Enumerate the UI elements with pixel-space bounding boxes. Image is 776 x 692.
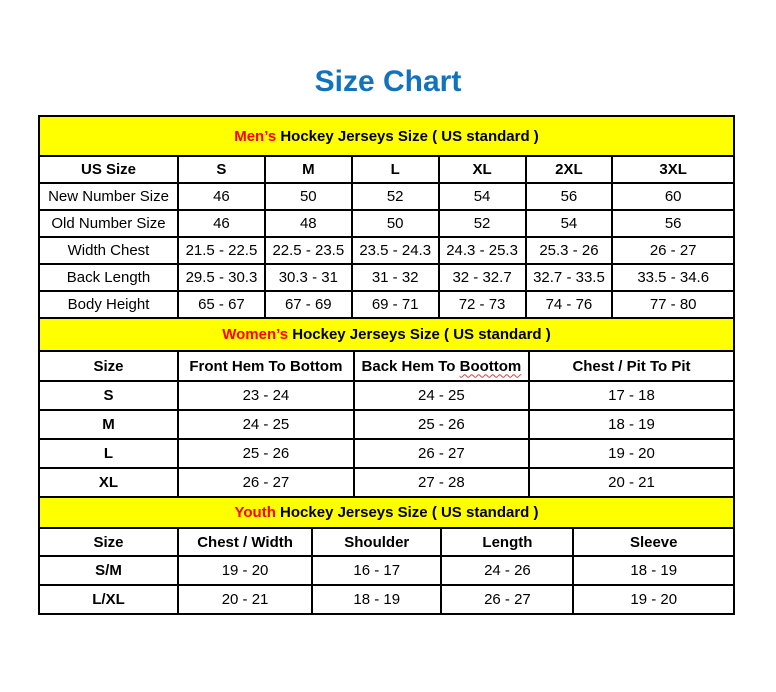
womens-banner-highlight: Women’s [222,326,289,343]
mens-value-cell: 52 [439,210,526,237]
womens-header-1: Front Hem To Bottom [178,351,354,381]
mens-row-label: Body Height [39,291,178,318]
mens-header-1: S [178,156,265,183]
youth-header-4: Sleeve [573,528,734,556]
mens-value-cell: 46 [178,210,265,237]
youth-value-cell: 26 - 27 [441,585,573,614]
mens-value-cell: 32 - 32.7 [439,264,526,291]
womens-header-3: Chest / Pit To Pit [529,351,734,381]
mens-header-5: 2XL [526,156,613,183]
youth-value-cell: 18 - 19 [312,585,441,614]
womens-row-label: XL [39,468,178,497]
mens-value-cell: 29.5 - 30.3 [178,264,265,291]
womens-header-prefix: Back Hem To [361,357,460,375]
mens-value-cell: 65 - 67 [178,291,265,318]
mens-value-cell: 72 - 73 [439,291,526,318]
womens-row-2 [39,439,734,468]
youth-banner-cell [39,497,734,528]
mens-header-6: 3XL [612,156,734,183]
mens-header-0: US Size [39,156,178,183]
mens-row-label: Back Length [39,264,178,291]
mens-value-cell: 56 [526,183,613,210]
youth-banner-row [39,497,734,528]
mens-value-cell: 50 [352,210,439,237]
mens-row-4 [39,291,734,318]
womens-banner-row [39,318,734,351]
youth-value-cell: 16 - 17 [312,556,441,585]
mens-value-cell: 60 [612,183,734,210]
size-chart-tables [38,115,735,615]
womens-row-label: M [39,410,178,439]
mens-value-cell: 54 [439,183,526,210]
mens-value-cell: 69 - 71 [352,291,439,318]
mens-value-cell: 56 [612,210,734,237]
mens-header-3: L [352,156,439,183]
mens-banner-row [39,116,734,156]
mens-value-cell: 23.5 - 24.3 [352,237,439,264]
mens-value-cell: 32.7 - 33.5 [526,264,613,291]
womens-header-2 [354,351,529,381]
womens-row-1 [39,410,734,439]
mens-value-cell: 46 [178,183,265,210]
womens-value-cell: 17 - 18 [529,381,734,410]
womens-value-cell: 27 - 28 [354,468,529,497]
mens-value-cell: 33.5 - 34.6 [612,264,734,291]
mens-row-1 [39,210,734,237]
womens-value-cell: 26 - 27 [178,468,354,497]
mens-value-cell: 52 [352,183,439,210]
mens-row-3 [39,264,734,291]
mens-row-label: New Number Size [39,183,178,210]
youth-value-cell: 19 - 20 [178,556,312,585]
womens-banner-text: Hockey Jerseys Size ( US standard ) [288,326,551,343]
youth-value-cell: 24 - 26 [441,556,573,585]
womens-value-cell: 24 - 25 [354,381,529,410]
womens-header-row [39,351,734,381]
mens-row-0 [39,183,734,210]
womens-value-cell: 26 - 27 [354,439,529,468]
womens-row-label: S [39,381,178,410]
mens-banner-cell [39,116,734,156]
mens-value-cell: 50 [265,183,352,210]
youth-header-3: Length [441,528,573,556]
mens-value-cell: 25.3 - 26 [526,237,613,264]
youth-header-2: Shoulder [312,528,441,556]
mens-size-table [38,115,735,319]
womens-value-cell: 25 - 26 [178,439,354,468]
youth-header-1: Chest / Width [178,528,312,556]
womens-value-cell: 24 - 25 [178,410,354,439]
youth-row-0 [39,556,734,585]
youth-banner-highlight: Youth [234,504,276,521]
womens-value-cell: 23 - 24 [178,381,354,410]
mens-value-cell: 22.5 - 23.5 [265,237,352,264]
youth-size-table [38,496,735,615]
womens-banner-cell [39,318,734,351]
mens-row-2 [39,237,734,264]
mens-value-cell: 54 [526,210,613,237]
mens-row-label: Width Chest [39,237,178,264]
mens-value-cell: 77 - 80 [612,291,734,318]
youth-row-label: L/XL [39,585,178,614]
womens-value-cell: 18 - 19 [529,410,734,439]
mens-header-2: M [265,156,352,183]
youth-value-cell: 20 - 21 [178,585,312,614]
mens-header-4: XL [439,156,526,183]
youth-value-cell: 19 - 20 [573,585,734,614]
mens-banner-highlight: Men’s [234,127,277,145]
mens-row-label: Old Number Size [39,210,178,237]
youth-value-cell: 18 - 19 [573,556,734,585]
youth-row-1 [39,585,734,614]
mens-value-cell: 67 - 69 [265,291,352,318]
womens-value-cell: 19 - 20 [529,439,734,468]
womens-row-label: L [39,439,178,468]
womens-value-cell: 20 - 21 [529,468,734,497]
youth-banner-text: Hockey Jerseys Size ( US standard ) [275,504,539,521]
mens-value-cell: 26 - 27 [612,237,734,264]
womens-misspelled-word: Boottom [459,357,522,375]
mens-banner-text: Hockey Jerseys Size ( US standard ) [276,127,539,145]
womens-row-3 [39,468,734,497]
womens-header-0: Size [39,351,178,381]
mens-value-cell: 24.3 - 25.3 [439,237,526,264]
youth-header-row [39,528,734,556]
youth-row-label: S/M [39,556,178,585]
mens-value-cell: 74 - 76 [526,291,613,318]
mens-header-row [39,156,734,183]
mens-value-cell: 21.5 - 22.5 [178,237,265,264]
womens-row-0 [39,381,734,410]
youth-header-0: Size [39,528,178,556]
womens-value-cell: 25 - 26 [354,410,529,439]
womens-size-table [38,317,735,498]
mens-value-cell: 30.3 - 31 [265,264,352,291]
mens-value-cell: 48 [265,210,352,237]
mens-value-cell: 31 - 32 [352,264,439,291]
page-title: Size Chart [314,65,462,98]
